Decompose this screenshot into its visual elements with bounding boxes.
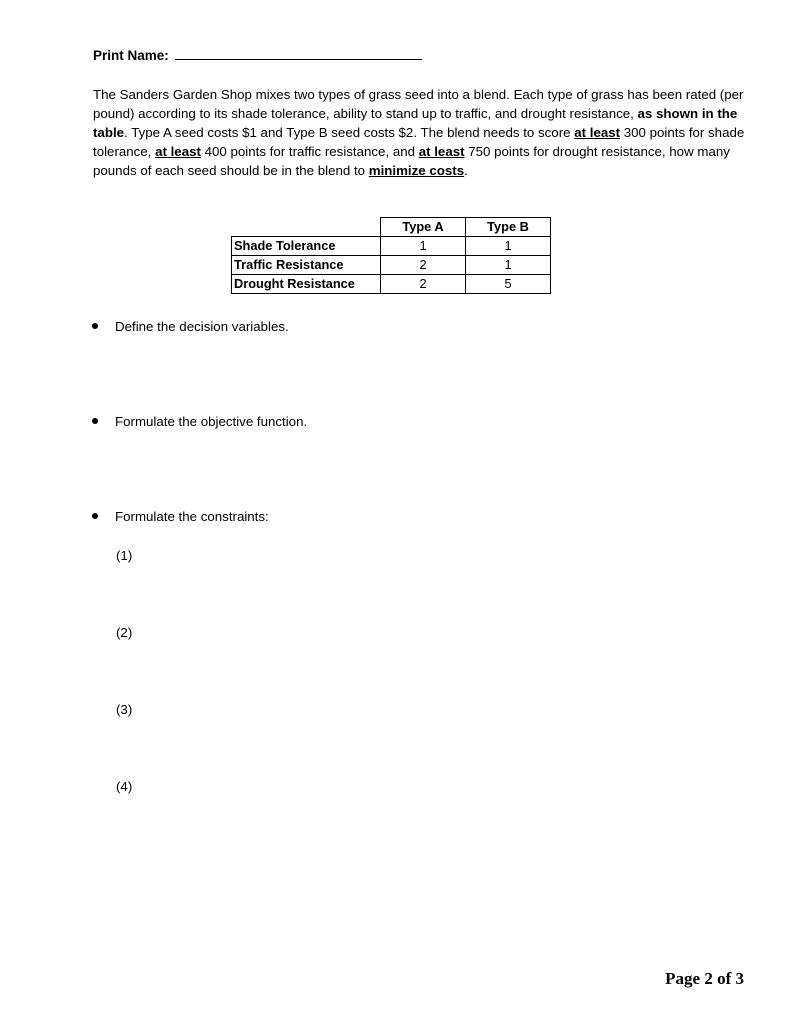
task-text: Formulate the objective function. xyxy=(115,414,308,429)
row-label-traffic: Traffic Resistance xyxy=(232,256,381,275)
emphasis-at-least-1: at least xyxy=(574,125,621,140)
table-row xyxy=(232,237,551,256)
task-constraints xyxy=(92,509,269,524)
bullet-icon xyxy=(92,418,98,424)
page-number: Page 2 of 3 xyxy=(665,969,744,988)
table-row xyxy=(232,256,551,275)
cell-drought-type-a: 2 xyxy=(381,275,466,294)
emphasis-costs: costs xyxy=(429,163,465,178)
row-label-drought: Drought Resistance xyxy=(232,275,381,294)
problem-statement xyxy=(93,85,745,180)
row-label-shade: Shade Tolerance xyxy=(232,237,381,256)
problem-text-5: 750 points for drought resistance, how many pounds of each seed should be in the blend to xyxy=(93,144,730,178)
cell-traffic-type-b: 1 xyxy=(466,256,551,275)
emphasis-minimize: minimize xyxy=(368,163,426,178)
problem-text-4: 400 points for traffic resistance, and xyxy=(200,144,419,159)
table-header-row xyxy=(232,218,551,237)
constraint-label-3: (3) xyxy=(116,702,133,717)
constraint-label-1: (1) xyxy=(116,548,133,563)
table-corner-cell xyxy=(232,218,381,237)
task-objective-function xyxy=(92,414,307,429)
problem-text-6: . xyxy=(464,163,468,178)
cell-shade-type-b: 1 xyxy=(466,237,551,256)
task-decision-variables xyxy=(92,319,289,334)
problem-text-1: The Sanders Garden Shop mixes two types of grass seed into a blend. Each type of grass has been rated (per pound) according to its shade tolerance, ability to stand up to traffic, and drought resistance, xyxy=(93,87,744,121)
emphasis-at-least-3: at least xyxy=(418,144,465,159)
print-name-field xyxy=(93,48,422,63)
problem-text-3: 300 points for shade tolerance, xyxy=(93,125,745,159)
print-name-label: Print Name: xyxy=(93,48,169,63)
problem-text-2: . Type A seed costs $1 and Type B seed costs $2. The blend needs to score xyxy=(124,125,575,140)
header-type-a: Type A xyxy=(381,218,466,237)
header-type-b: Type B xyxy=(466,218,551,237)
cell-traffic-type-a: 2 xyxy=(381,256,466,275)
constraint-label-4: (4) xyxy=(116,779,133,794)
bullet-icon xyxy=(92,513,98,519)
cell-shade-type-a: 1 xyxy=(381,237,466,256)
problem-emphasis-table: as shown in the table xyxy=(93,106,738,140)
cell-drought-type-b: 5 xyxy=(466,275,551,294)
emphasis-at-least-2: at least xyxy=(155,144,201,159)
table-row xyxy=(232,275,551,294)
task-text: Formulate the constraints: xyxy=(115,509,269,524)
task-text: Define the decision variables. xyxy=(115,319,289,334)
print-name-blank-line[interactable] xyxy=(175,49,422,60)
bullet-icon xyxy=(92,323,98,329)
constraint-label-2: (2) xyxy=(116,625,133,640)
seed-ratings-table xyxy=(231,217,551,294)
